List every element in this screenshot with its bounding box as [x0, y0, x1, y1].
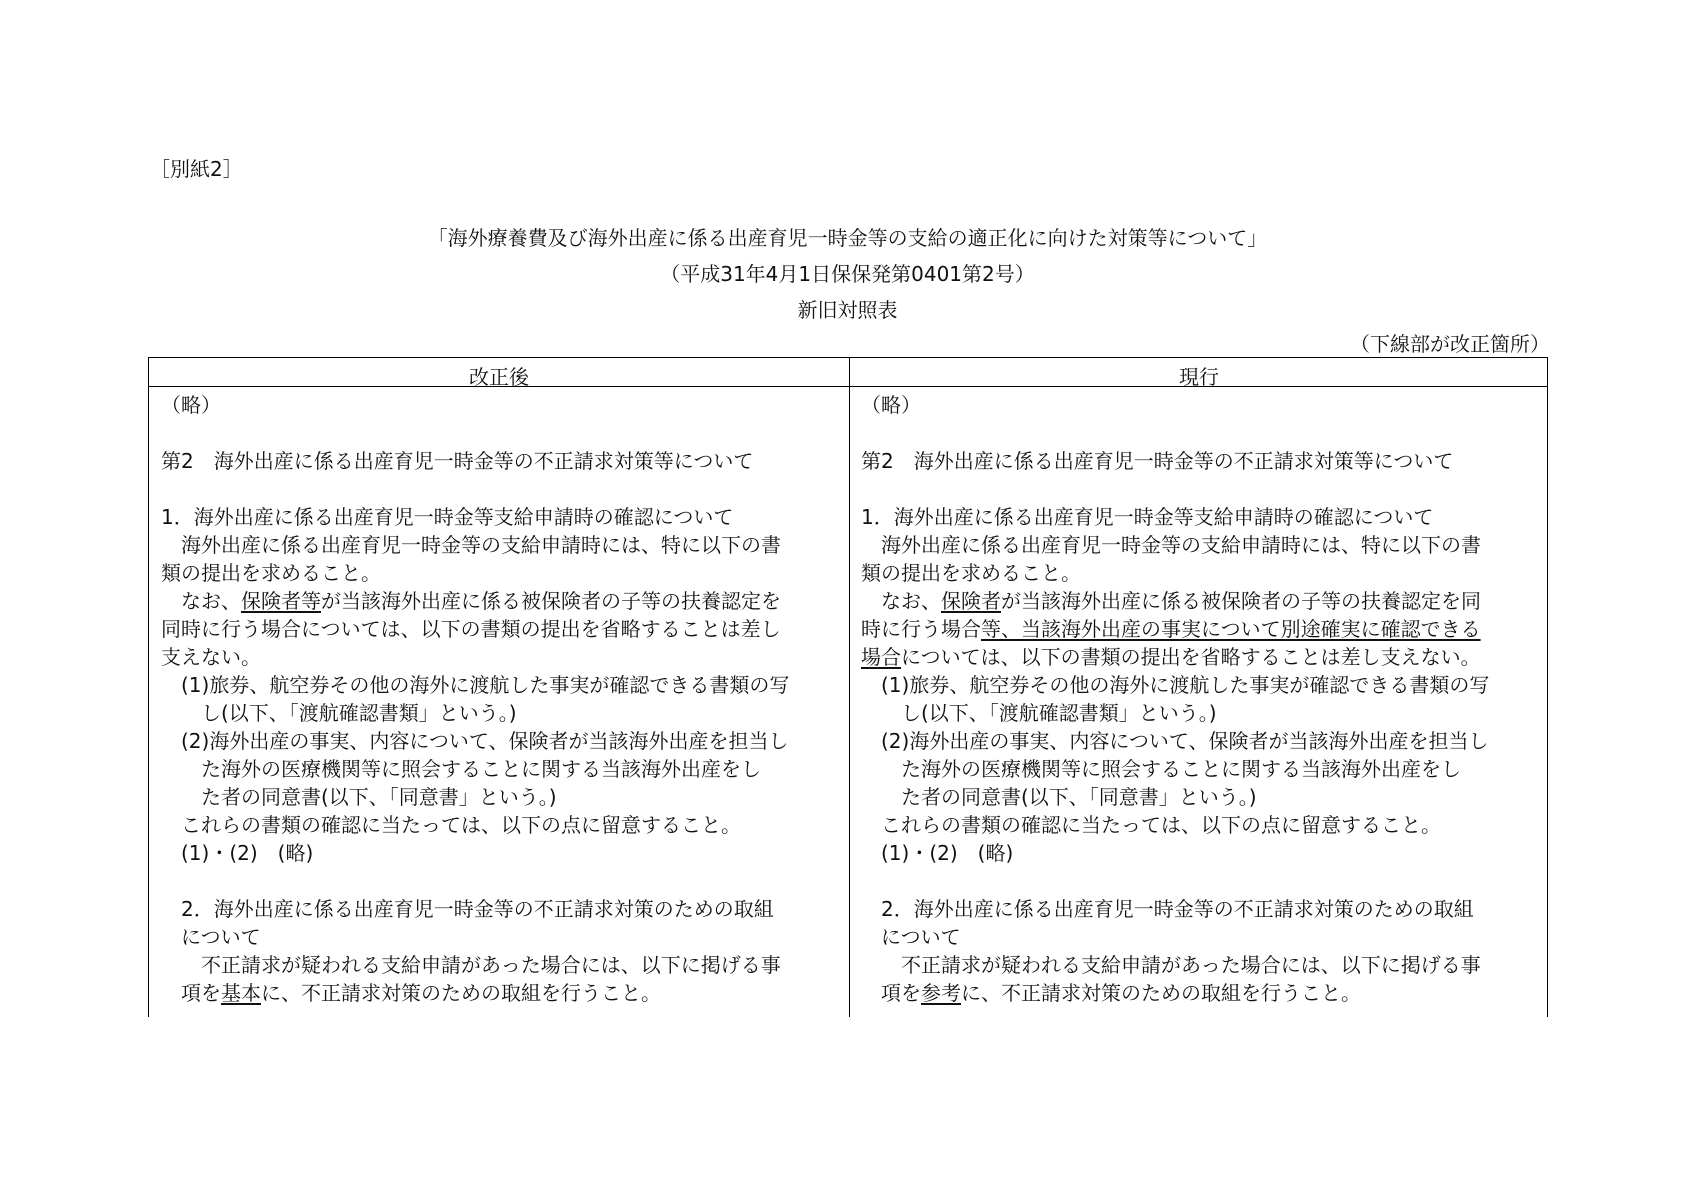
text-span: に、不正請求対策のための取組を行うこと。	[261, 981, 661, 1005]
revised-line: (2)海外出産の事実、内容について、保険者が当該海外出産を担当し	[161, 729, 789, 753]
text-span: なお、	[161, 589, 241, 613]
text-span: が当該海外出産に係る被保険者の子等の扶養認定を	[321, 589, 781, 613]
current-line: 不正請求が疑われる支給申請があった場合には、以下に掲げる事	[861, 953, 1481, 977]
revised-line: これらの書類の確認に当たっては、以下の点に留意すること。	[161, 813, 741, 837]
current-line: 類の提出を求めること。	[861, 561, 1081, 585]
amended-text: 基本	[221, 981, 261, 1005]
text-span: なお、	[861, 589, 941, 613]
amended-text: 等、当該海外出産の事実について別途確実に確認できる	[981, 617, 1481, 641]
amended-text: 場合	[861, 645, 901, 669]
revised-line: 同時に行う場合については、以下の書類の提出を省略することは差し	[161, 617, 781, 641]
revised-line: （略）	[161, 393, 221, 417]
text-span: については、以下の書類の提出を省略することは差し支えない。	[901, 645, 1481, 669]
amended-text: 保険者	[941, 589, 1001, 613]
current-line	[861, 979, 1361, 1007]
current-line: これらの書類の確認に当たっては、以下の点に留意すること。	[861, 813, 1441, 837]
revised-item-heading: 2．海外出産に係る出産育児一時金等の不正請求対策のための取組	[161, 897, 774, 921]
revised-line	[161, 587, 781, 615]
revised-line: た者の同意書(以下、「同意書」という。)	[161, 785, 557, 809]
revised-line: し(以下、「渡航確認書類」という。)	[161, 701, 517, 725]
current-line: た海外の医療機関等に照会することに関する当該海外出産をし	[861, 757, 1461, 781]
header-revised: 改正後	[469, 365, 529, 389]
revised-line: 海外出産に係る出産育児一時金等の支給申請時には、特に以下の書	[161, 533, 781, 557]
current-section-heading: 第2 海外出産に係る出産育児一時金等の不正請求対策等について	[861, 449, 1454, 473]
comparison-table-title: 新旧対照表	[797, 298, 898, 322]
text-span: が当該海外出産に係る被保険者の子等の扶養認定を同	[1001, 589, 1481, 613]
text-span: 時に行う場合	[861, 617, 981, 641]
current-item-heading: 2．海外出産に係る出産育児一時金等の不正請求対策のための取組	[861, 897, 1474, 921]
current-line	[861, 615, 1481, 643]
current-line: (2)海外出産の事実、内容について、保険者が当該海外出産を担当し	[861, 729, 1489, 753]
revised-line: 不正請求が疑われる支給申請があった場合には、以下に掲げる事	[161, 953, 781, 977]
underline-note: （下線部が改正箇所）	[1350, 332, 1550, 356]
current-line	[861, 587, 1481, 615]
current-line: （略）	[861, 393, 921, 417]
current-item-heading: 1．海外出産に係る出産育児一時金等支給申請時の確認について	[861, 505, 1434, 529]
revised-item-heading: 1．海外出産に係る出産育児一時金等支給申請時の確認について	[161, 505, 734, 529]
current-line: 海外出産に係る出産育児一時金等の支給申請時には、特に以下の書	[861, 533, 1481, 557]
revised-line	[161, 979, 661, 1007]
amended-text: 参考	[921, 981, 961, 1005]
text-span: 項を	[161, 981, 221, 1005]
current-line: について	[861, 925, 961, 949]
revised-line: (1)旅券、航空券その他の海外に渡航した事実が確認できる書類の写	[161, 673, 790, 697]
annex-label: ［別紙2］	[150, 157, 243, 181]
reference-number: （平成31年4月1日保保発第0401第2号）	[660, 262, 1035, 286]
revised-line: (1)・(2) (略)	[161, 841, 314, 865]
current-line	[861, 643, 1481, 671]
text-span: に、不正請求対策のための取組を行うこと。	[961, 981, 1361, 1005]
header-current: 現行	[1179, 365, 1219, 389]
current-line: (1)旅券、航空券その他の海外に渡航した事実が確認できる書類の写	[861, 673, 1490, 697]
revised-line: 支えない。	[161, 645, 261, 669]
current-line: し(以下、「渡航確認書類」という。)	[861, 701, 1217, 725]
revised-line: 類の提出を求めること。	[161, 561, 381, 585]
column-divider	[849, 358, 850, 1017]
current-line: た者の同意書(以下、「同意書」という。)	[861, 785, 1257, 809]
revised-line: について	[161, 925, 261, 949]
document-title: 「海外療養費及び海外出産に係る出産育児一時金等の支給の適正化に向けた対策等について」	[427, 226, 1268, 250]
current-line: (1)・(2) (略)	[861, 841, 1014, 865]
text-span: 項を	[861, 981, 921, 1005]
comparison-table	[148, 357, 1548, 1017]
revised-section-heading: 第2 海外出産に係る出産育児一時金等の不正請求対策等について	[161, 449, 754, 473]
amended-text: 保険者等	[241, 589, 321, 613]
revised-line: た海外の医療機関等に照会することに関する当該海外出産をし	[161, 757, 761, 781]
